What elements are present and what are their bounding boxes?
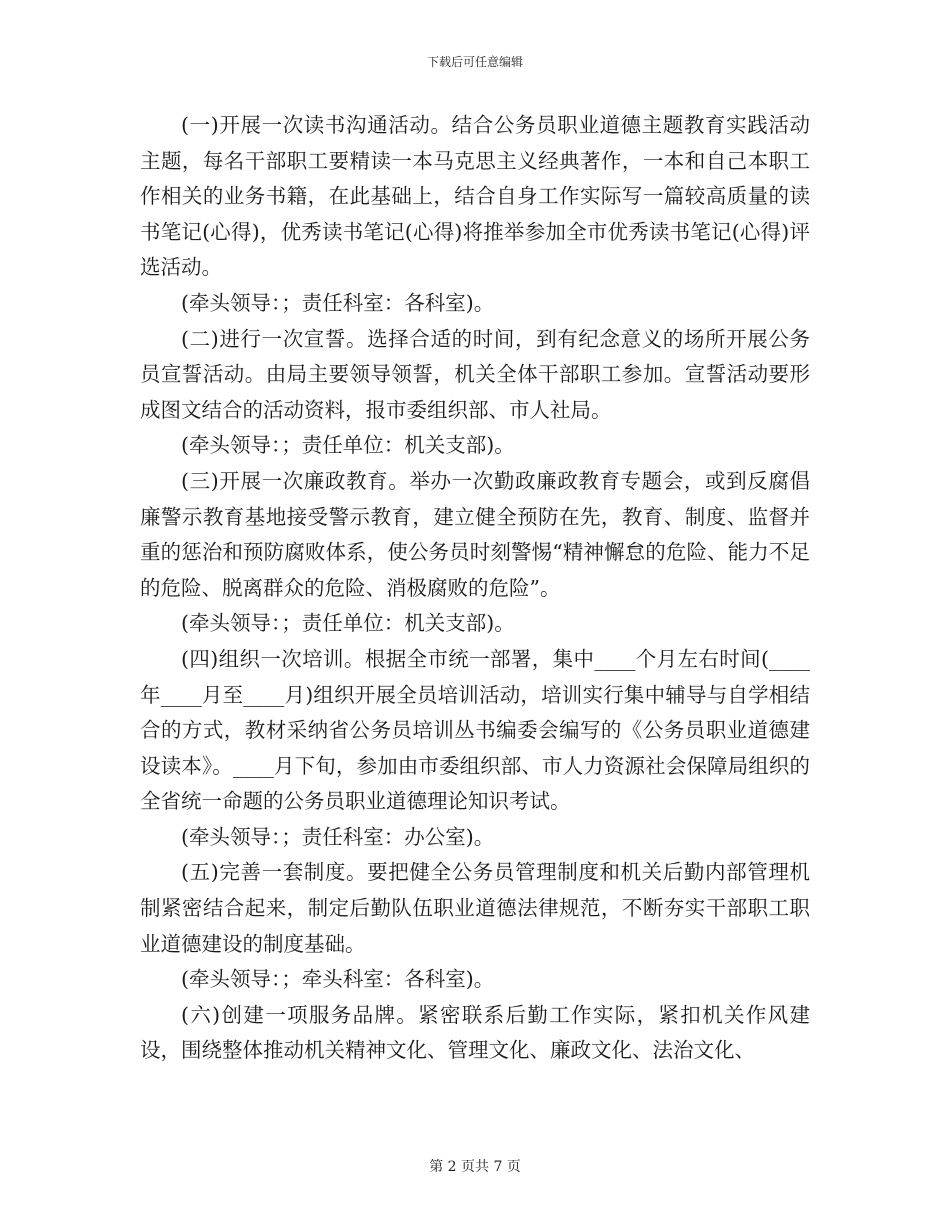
paragraph-lead-note-5: (牵头领导：；牵头科室：各科室)。	[181, 967, 495, 992]
paragraph-system: (五)完善一套制度。要把健全公务员管理制度和机关后勤内部管理机制紧密结合起来，制定后勤队伍职业道德法律规范，不断夯实干部职工职业道德建设的制度基础。	[140, 860, 810, 956]
paragraph-training: (四)组织一次培训。根据全市统一部署，集中____个月左右时间(____年____月至____月)组织开展全员培训活动，培训实行集中辅导与自学相结合的方式，教材采纳省公务员培训丛书编委会编写的《公务员职业道德建设读本》。____月下旬，参加由市委组织部、市人力资源社会保障局组织的全省统一命题的公务员职业道德理论知识考试。	[140, 646, 810, 814]
paragraph-reading-activity: (一)开展一次读书沟通活动。结合公务员职业道德主题教育实践活动主题，每名干部职工要精读一本马克思主义经典著作，一本和自己本职工作相关的业务书籍，在此基础上，结合自身工作实际写一篇较高质量的读书笔记(心得)，优秀读书笔记(心得)将推举参加全市优秀读书笔记(心得)评选活动。	[140, 113, 810, 280]
paragraph-lead-note-4: (牵头领导：；责任科室：办公室)。	[181, 824, 495, 849]
document-body	[140, 108, 810, 1069]
paragraph-integrity-education: (三)开展一次廉政教育。举办一次勤政廉政教育专题会，或到反腐倡廉警示教育基地接受警示教育，建立健全预防在先，教育、制度、监督并重的惩治和预防腐败体系，使公务员时刻警惕“精神懈怠的危险、能力不足的危险、脱离群众的危险、消极腐败的危险”。	[140, 468, 810, 600]
paragraph-oath: (二)进行一次宣誓。选择合适的时间，到有纪念意义的场所开展公务员宣誓活动。由局主要领导领誓，机关全体干部职工参加。宣誓活动要形成图文结合的活动资料，报市委组织部、市人社局。	[140, 326, 810, 422]
paragraph-lead-note-1: (牵头领导：；责任科室：各科室)。	[181, 290, 495, 315]
paragraph-lead-note-3: (牵头领导：；责任单位：机关支部)。	[181, 611, 515, 636]
paragraph-service-brand: (六)创建一项服务品牌。紧密联系后勤工作实际，紧扣机关作风建设，围绕整体推动机关精神文化、管理文化、廉政文化、法治文化、	[140, 1002, 810, 1063]
paragraph-lead-note-2: (牵头领导：；责任单位：机关支部)。	[181, 433, 515, 458]
page-header: 下载后可任意编辑	[426, 55, 523, 69]
page-number: 第 2 页共 7 页	[429, 1159, 521, 1175]
